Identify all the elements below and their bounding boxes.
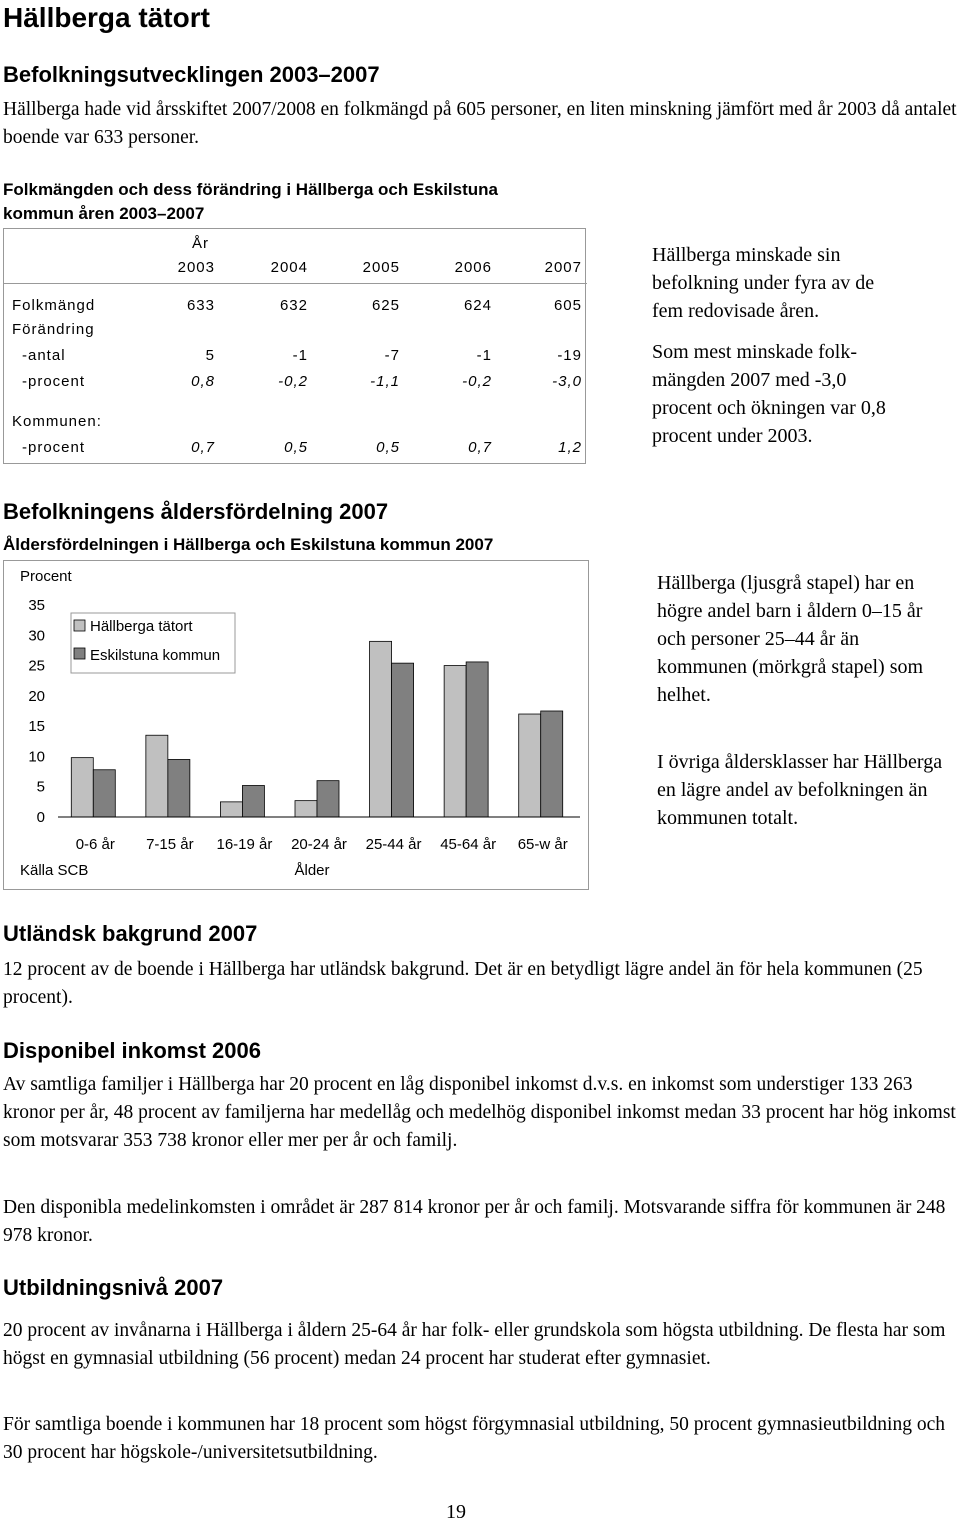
x-tick-label: 25-44 år: [365, 836, 422, 853]
table-cell: 625: [371, 297, 400, 314]
table-cell: 633: [186, 297, 215, 314]
table-divider: [4, 283, 587, 284]
bar-hallberga: [146, 735, 168, 817]
population-table: [3, 228, 586, 464]
table-cell: -1: [292, 347, 308, 364]
table-caption-line1: Folkmängden och dess förändring i Hällberga och Eskilstuna: [3, 180, 498, 199]
legend-swatch-hallberga: [74, 620, 85, 631]
table-row: [4, 297, 587, 319]
bar-hallberga: [370, 641, 392, 817]
bar-hallberga: [444, 666, 466, 817]
foreign-background-paragraph: 12 procent av de boende i Hällberga har utländsk bakgrund. Det är en betydligt lägre andel än för hela kommunen (25 procent).: [3, 959, 923, 1008]
year-cell: 2006: [454, 259, 492, 276]
bar-eskilstuna: [317, 781, 339, 817]
section-heading-income: Disponibel inkomst 2006: [3, 1038, 261, 1063]
bar-eskilstuna: [466, 662, 488, 817]
y-tick-label: 0: [36, 809, 45, 826]
table-caption: [3, 178, 603, 226]
table-cell: 0,5: [376, 439, 400, 456]
table-cell: 605: [553, 297, 582, 314]
table-side-text-2: Som mest minskade folk-mängden 2007 med -3,0 procent och ökningen var 0,8 procent under 2003.: [652, 341, 886, 447]
page-title: Hällberga tätort: [3, 2, 210, 33]
bar-hallberga: [220, 802, 242, 817]
bar-eskilstuna: [168, 759, 190, 817]
row-label: -procent: [22, 439, 86, 456]
section-heading-population: Befolkningsutvecklingen 2003–2007: [3, 62, 380, 87]
section-heading-education: Utbildningsnivå 2007: [3, 1275, 224, 1300]
table-cell: 1,2: [558, 439, 582, 456]
year-cell: 2007: [544, 259, 582, 276]
y-tick-label: 35: [28, 597, 45, 614]
table-row: [4, 347, 587, 369]
income-paragraph-1: Av samtliga familjer i Hällberga har 20 procent en låg disponibel inkomst d.v.s. en inkomst som understiger 133 263 kronor per år, 48 procent av familjerna har medellåg och medelhög disponibel inkomst medan 33 procent har hög inkomst som motsvarar 353 738 kronor eller mer per år och familj.: [3, 1074, 956, 1151]
table-side-text-1: Hällberga minskade sin befolkning under fyra av de fem redovisade åren.: [652, 244, 875, 322]
table-row: [4, 373, 587, 395]
chart-side-text-2: I övriga åldersklasser har Hällberga en lägre andel av befolkningen än kommunen totalt.: [657, 751, 943, 829]
x-tick-label: 16-19 år: [216, 836, 273, 853]
y-tick-label: 10: [28, 748, 45, 766]
year-header: År: [192, 235, 209, 252]
table-cell: 5: [205, 347, 215, 364]
x-axis-ticks: [76, 836, 568, 853]
education-paragraph-2: För samtliga boende i kommunen har 18 procent som högst förgymnasial utbildning, 50 procent gymnasieutbildning och 30 procent har högskole-/universitetsutbildning.: [3, 1414, 945, 1463]
population-paragraph: Hällberga hade vid årsskiftet 2007/2008 en folkmängd på 605 personer, en liten minskning jämfört med år 2003 då antalet boende var 633 personer.: [3, 99, 957, 148]
year-cell: 2005: [362, 259, 400, 276]
table-cell: 0,8: [191, 373, 215, 390]
table-cell: -0,2: [462, 373, 492, 390]
table-cell: 632: [279, 297, 308, 314]
x-tick-label: 7-15 år: [146, 836, 194, 853]
table-cell: -3,0: [552, 373, 582, 390]
table-cell: 0,5: [284, 439, 308, 456]
chart-svg: [4, 561, 588, 889]
x-tick-label: 0-6 år: [75, 836, 115, 853]
legend-label-hallberga: Hällberga tätort: [90, 618, 193, 635]
table-years-row: [4, 259, 587, 281]
table-cell: -19: [557, 347, 582, 364]
table-row: [4, 413, 587, 435]
row-label: Kommunen:: [12, 413, 102, 430]
section-heading-age: Befolkningens åldersfördelning 2007: [3, 499, 389, 524]
age-distribution-chart: [3, 560, 589, 890]
bar-hallberga: [71, 758, 93, 817]
chart-side-text-1: Hällberga (ljusgrå stapel) har en högre andel barn i åldern 0–15 år och personer 25–44 år än kommunen (mörkgrå stapel) som helhet.: [657, 572, 924, 706]
y-tick-label: 5: [36, 778, 45, 796]
y-axis-label: Procent: [20, 568, 72, 585]
table-cell: -1,1: [370, 373, 400, 390]
bar-hallberga: [295, 801, 317, 817]
table-row: [4, 439, 587, 461]
x-tick-label: 45-64 år: [440, 836, 497, 853]
income-paragraph-2: Den disponibla medelinkomsten i området är 287 814 kronor per år och familj. Motsvarande siffra för kommunen är 248 978 kronor.: [3, 1197, 946, 1246]
bar-hallberga: [519, 714, 541, 817]
chart-source: Källa SCB: [20, 862, 89, 879]
table-year-header-row: [4, 235, 587, 257]
year-cell: 2004: [270, 259, 308, 276]
row-label: -procent: [22, 373, 86, 390]
table-row: [4, 321, 587, 343]
table-cell: 624: [463, 297, 492, 314]
bar-eskilstuna: [93, 770, 115, 817]
y-axis-ticks: [28, 597, 45, 826]
page-number: 19: [446, 1501, 466, 1523]
education-paragraph-1: 20 procent av invånarna i Hällberga i åldern 25-64 år har folk- eller grundskola som högsta utbildning. De flesta har som högst en gymnasial utbildning (56 procent) medan 24 procent har studerat efter gymnasiet.: [3, 1320, 946, 1369]
bar-eskilstuna: [392, 663, 414, 817]
table-cell: 0,7: [468, 439, 492, 456]
y-tick-label: 20: [28, 687, 45, 705]
row-label: Förändring: [12, 321, 95, 338]
table-cell: -0,2: [278, 373, 308, 390]
table-caption-line2: kommun åren 2003–2007: [3, 204, 205, 223]
table-cell: -7: [384, 347, 400, 364]
table-cell: -1: [476, 347, 492, 364]
table-cell: 0,7: [191, 439, 215, 456]
legend-swatch-eskilstuna: [74, 648, 85, 659]
section-heading-foreign-background: Utländsk bakgrund 2007: [3, 921, 258, 946]
bar-eskilstuna: [242, 786, 264, 817]
legend-label-eskilstuna: Eskilstuna kommun: [90, 647, 221, 664]
row-label: -antal: [22, 347, 66, 364]
chart-legend: [71, 613, 235, 673]
row-label: Folkmängd: [12, 297, 96, 314]
y-tick-label: 30: [28, 627, 45, 645]
chart-caption: Åldersfördelningen i Hällberga och Eskilstuna kommun 2007: [3, 535, 494, 554]
x-tick-label: 65-w år: [517, 836, 568, 853]
y-tick-label: 25: [28, 657, 45, 675]
bar-eskilstuna: [541, 711, 563, 817]
year-cell: 2003: [177, 259, 215, 276]
x-axis-label: Ålder: [294, 862, 330, 879]
y-tick-label: 15: [28, 718, 45, 736]
x-tick-label: 20-24 år: [291, 836, 347, 853]
